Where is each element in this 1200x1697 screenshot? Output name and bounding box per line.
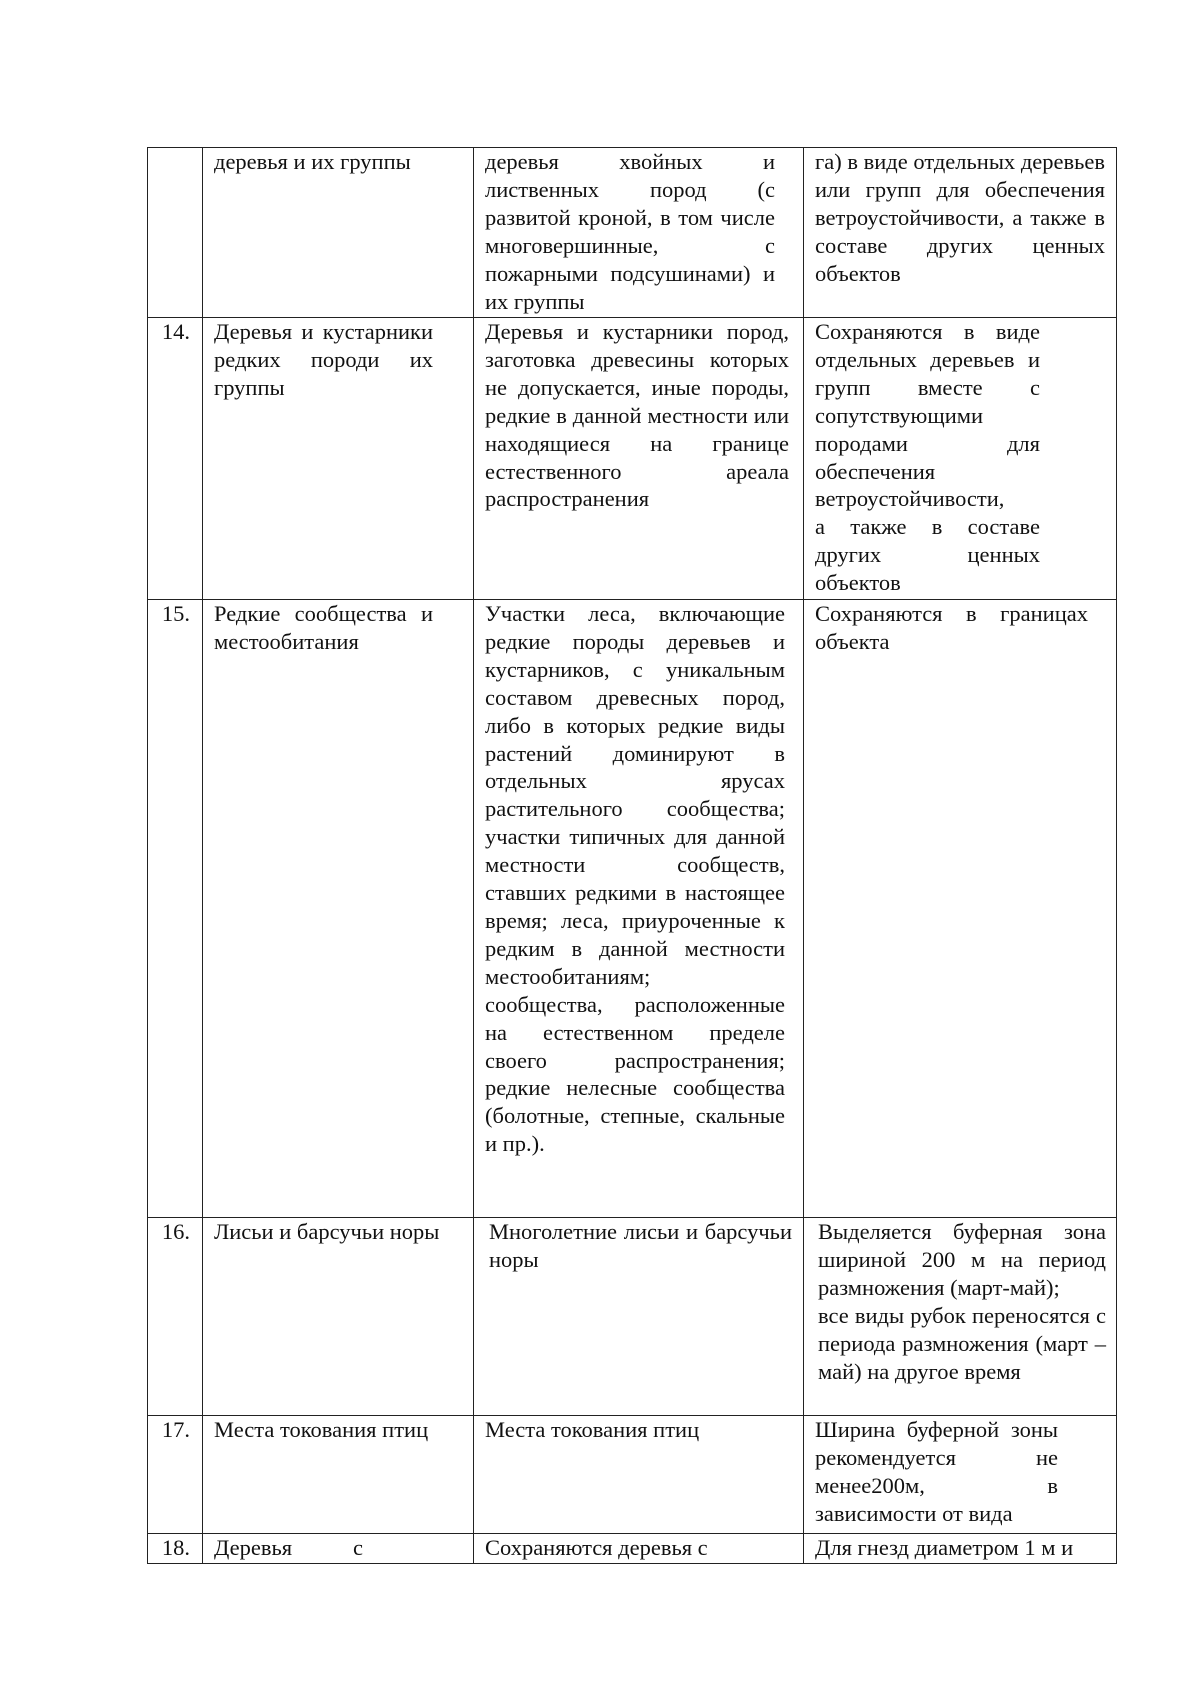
document-table: [147, 147, 1117, 1564]
table-row: [148, 600, 1117, 1218]
preservation-measures-cell: [804, 1218, 1117, 1416]
object-name: Лисьи и барсучьи норы: [214, 1219, 440, 1244]
object-name-cell: [203, 1218, 474, 1416]
preservation-measures: Выделяется буферная зона шириной 200 м на период размножения (март-май); все виды рубок переносятся с периода размножения (март – май) на другое время: [818, 1219, 1106, 1384]
row-number-cell: [148, 600, 203, 1218]
object-name: Места токования птиц: [214, 1417, 429, 1442]
preservation-measures: Ширина буферной зоны рекомендуется не менее200м, в зависимости от вида: [815, 1417, 1058, 1526]
table-row: [148, 318, 1117, 600]
object-name: Редкие сообщества и местообитания: [214, 601, 433, 654]
object-description-cell: [474, 1534, 804, 1564]
object-description-cell: [474, 1416, 804, 1534]
object-name: Деревья с: [214, 1535, 363, 1560]
table-row: [148, 1534, 1117, 1564]
object-name-cell: [203, 600, 474, 1218]
object-name: деревья и их группы: [214, 149, 411, 174]
object-description: Сохраняются деревья с: [485, 1535, 708, 1560]
table-body: [148, 148, 1117, 1564]
object-name-cell: [203, 148, 474, 318]
object-description: Участки леса, включающие редкие породы деревьев и кустарников, с уникальным составом древесных пород, либо в которых редкие виды растений доминируют в отдельных ярусах растительного сообщества; участки типичных для данной местности сообществ, ставших редкими в настоящее время; леса, приуроченные к редким в данной местности местообитаниям; сообщества, расположенные на естественном пределе своего распространения; редкие нелесные сообщества (болотные, степные, скальные и пр.).: [485, 601, 785, 1157]
preservation-measures: га) в виде отдельных деревьев или групп для обеспечения ветроустойчивости, а также в составе других ценных объектов: [815, 149, 1105, 286]
preservation-measures: Сохраняются в виде отдельных деревьев и групп вместе с сопутствующими породами для обеспечения ветроустойчивости, а также в составе других ценных объектов: [815, 319, 1040, 596]
preservation-measures: Для гнезд диаметром 1 м и: [815, 1535, 1074, 1560]
row-number: 17.: [161, 1417, 190, 1442]
object-description-cell: [474, 318, 804, 600]
preservation-measures-cell: [804, 600, 1117, 1218]
object-description-cell: [474, 600, 804, 1218]
row-number: 15.: [161, 601, 190, 626]
object-name: Деревья и кустарники редких породи их группы: [214, 319, 433, 400]
preservation-measures-cell: [804, 1534, 1117, 1564]
row-number-cell: [148, 1218, 203, 1416]
table-row: [148, 148, 1117, 318]
row-number-cell: [148, 148, 203, 318]
preservation-measures-cell: [804, 1416, 1117, 1534]
row-number-cell: [148, 1416, 203, 1534]
object-name-cell: [203, 1416, 474, 1534]
preservation-measures-cell: [804, 148, 1117, 318]
object-description: Места токования птиц: [485, 1417, 700, 1442]
row-number: 16.: [161, 1219, 190, 1244]
row-number: 18.: [161, 1535, 190, 1560]
object-description: Деревья и кустарники пород, заготовка древесины которых не допускается, иные породы, редкие в данной местности или находящиеся на границе естественного ареала распространения: [485, 319, 789, 512]
object-description: деревья хвойных и лиственных пород (с развитой кроной, в том числе многовершинные, с пожарными подсушинами) и их группы: [485, 149, 775, 314]
row-number-cell: [148, 1534, 203, 1564]
object-description-cell: [474, 148, 804, 318]
object-description-cell: [474, 1218, 804, 1416]
object-name-cell: [203, 318, 474, 600]
object-description: Многолетние лисьи и барсучьи норы: [489, 1219, 792, 1272]
table-row: [148, 1416, 1117, 1534]
preservation-measures: Сохраняются в границах объекта: [815, 601, 1088, 654]
row-number: 14.: [161, 319, 190, 344]
object-name-cell: [203, 1534, 474, 1564]
row-number-cell: [148, 318, 203, 600]
table-row: [148, 1218, 1117, 1416]
preservation-measures-cell: [804, 318, 1117, 600]
